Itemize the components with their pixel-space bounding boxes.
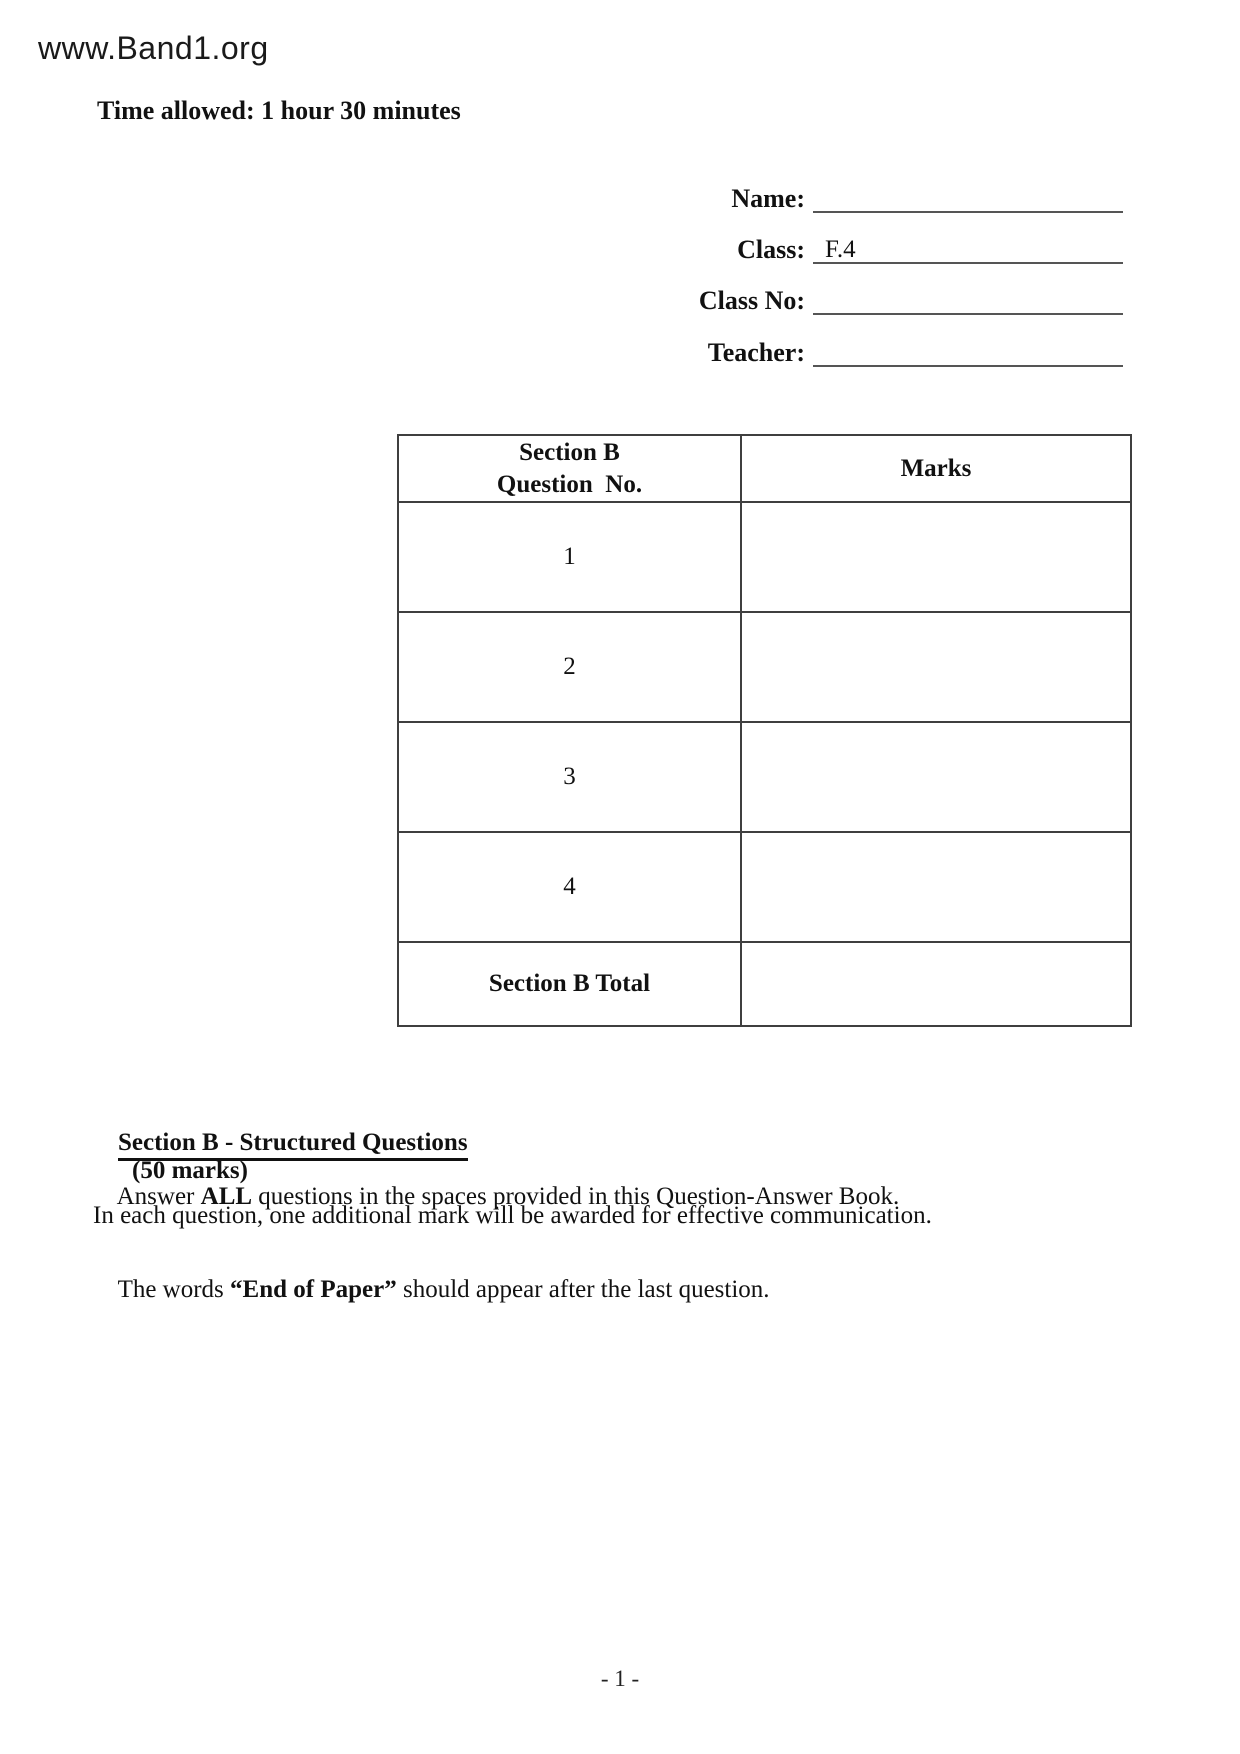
marks-value-cell <box>741 832 1131 942</box>
instruction-bold-text: “End of Paper” <box>230 1276 397 1303</box>
time-allowed-text: Time allowed: 1 hour 30 minutes <box>97 96 461 125</box>
marks-value-cell <box>741 612 1131 722</box>
site-watermark: www.Band1.org <box>38 30 269 66</box>
question-row-3 <box>398 722 1131 832</box>
question-row-4 <box>398 832 1131 942</box>
question-no-header-cell <box>398 435 741 502</box>
section-b-total-marks-cell <box>741 942 1131 1026</box>
class-no-field-line <box>813 287 1123 315</box>
section-b-total-label-cell: Section B Total <box>398 942 741 1026</box>
question-no-header-line: Question No. <box>496 470 643 498</box>
instruction-text: should appear after the last question. <box>396 1276 770 1303</box>
instruction-text: questions in the spaces provided in this Question-Answer Book. <box>252 1183 900 1210</box>
marks-table-header-row <box>398 435 1131 502</box>
section-b-total-row <box>398 942 1131 1026</box>
class-field-line: F.4 <box>813 236 1123 264</box>
page-number: - 1 - <box>600 1666 640 1691</box>
instruction-end-of-paper <box>93 1248 770 1332</box>
class-no-label: Class No: <box>698 286 805 315</box>
section-b-heading-marks: (50 marks) <box>132 1157 248 1184</box>
instruction-bold-text: ALL <box>200 1183 253 1210</box>
name-field-line <box>813 185 1123 213</box>
name-label: Name: <box>731 184 805 213</box>
question-row-2 <box>398 612 1131 722</box>
question-number-cell: 2 <box>398 612 741 722</box>
instruction-text: Answer <box>116 1183 201 1210</box>
teacher-label: Teacher: <box>707 338 805 367</box>
question-row-1 <box>398 502 1131 612</box>
question-number-cell: 4 <box>398 832 741 942</box>
teacher-field-line <box>813 339 1123 367</box>
name-field-row <box>560 185 1123 213</box>
marks-value-cell <box>741 502 1131 612</box>
class-label: Class: <box>737 235 805 264</box>
marks-header-cell: Marks <box>741 435 1131 502</box>
marks-value-cell <box>741 722 1131 832</box>
question-number-cell: 1 <box>398 502 741 612</box>
teacher-field-row <box>560 339 1123 367</box>
section-b-header-line: Section B <box>519 438 620 466</box>
section-b-heading-underlined: Section B - Structured Questions <box>118 1129 468 1161</box>
instruction-additional-mark: In each question, one additional mark will be awarded for effective communication. <box>93 1202 932 1229</box>
instruction-text: The words <box>117 1276 231 1303</box>
class-field-row <box>560 236 1123 264</box>
class-no-field-row <box>560 287 1123 315</box>
question-number-cell: 3 <box>398 722 741 832</box>
marks-table <box>397 434 1132 1027</box>
